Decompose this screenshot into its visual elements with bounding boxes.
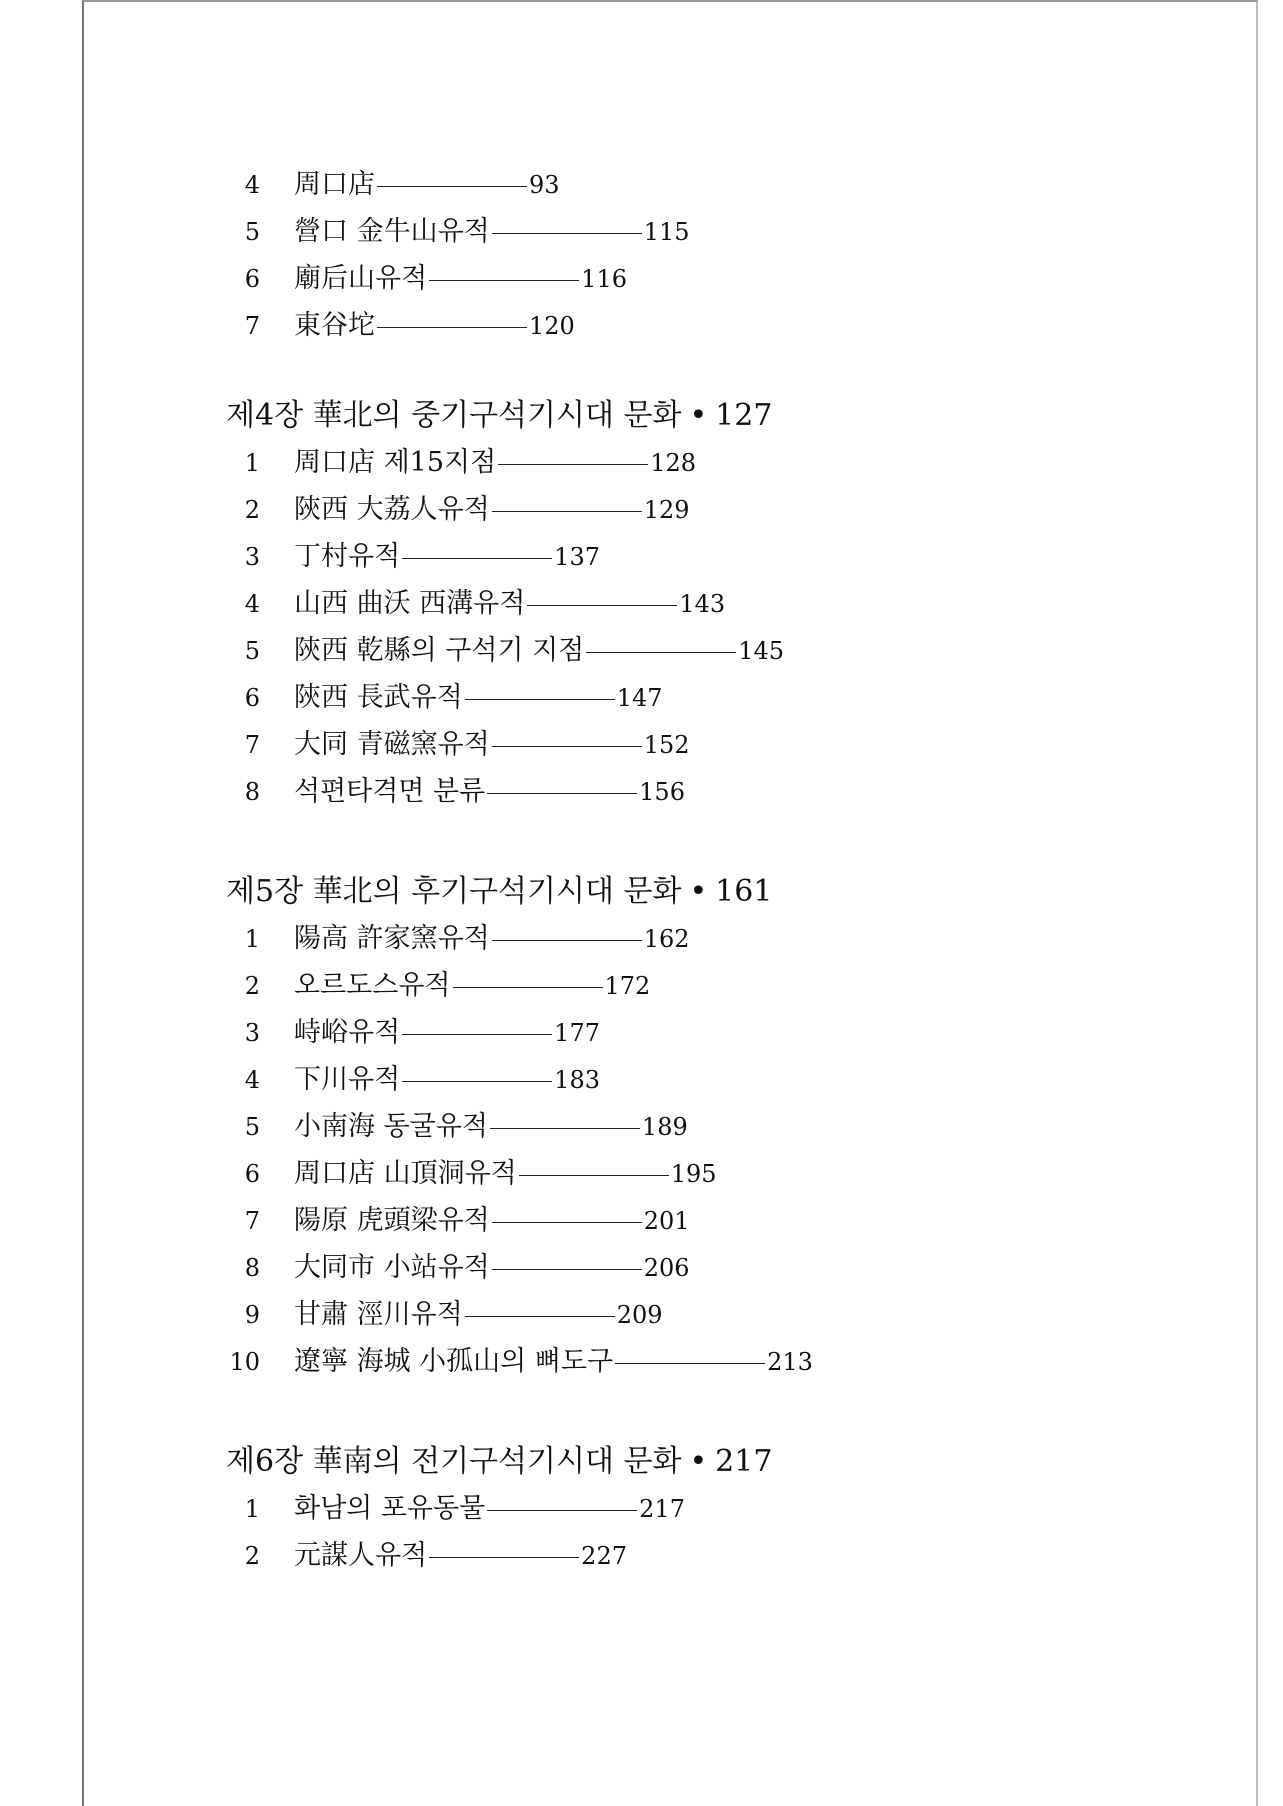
- entry-number: 9: [244, 1301, 260, 1329]
- toc-entry[interactable]: [226, 1486, 685, 1532]
- chapter-4: [226, 394, 785, 807]
- dot-leader: [492, 233, 642, 234]
- entry-title: 陝西 乾縣의 구석기 지점: [294, 635, 585, 666]
- chapter-heading[interactable]: [226, 870, 772, 914]
- dot-leader: [487, 793, 637, 794]
- chapter-title-text: 제4장 華北의 중기구석기시대 문화: [226, 398, 682, 433]
- chapter-page: 217: [715, 1444, 773, 1479]
- entry-title: 元謀人유적: [294, 1540, 428, 1571]
- toc-entry[interactable]: [226, 440, 696, 486]
- toc-entry[interactable]: [226, 1292, 663, 1338]
- entry-page: 93: [529, 171, 560, 199]
- entry-title: 陝西 大荔人유적: [294, 494, 490, 525]
- chapter-heading[interactable]: [226, 394, 772, 438]
- entry-page: 115: [643, 218, 690, 246]
- entry-number: 6: [244, 684, 260, 712]
- entry-page: 201: [643, 1207, 690, 1235]
- entry-title: 峙峪유적: [294, 1017, 401, 1048]
- entry-number: 5: [244, 1113, 260, 1141]
- entry-title: 陝西 長武유적: [294, 682, 463, 713]
- toc-entry[interactable]: [226, 628, 784, 674]
- entry-number: 5: [244, 218, 260, 246]
- toc-entry[interactable]: [226, 963, 650, 1009]
- entry-number: 3: [244, 543, 260, 571]
- entry-number: 2: [244, 1542, 260, 1570]
- entry-page: 177: [554, 1019, 600, 1047]
- dot-leader: [465, 699, 615, 700]
- toc-entry[interactable]: [226, 722, 690, 768]
- entry-number: 2: [244, 972, 260, 1000]
- entry-title: 석편타격면 분류: [294, 776, 486, 807]
- entry-number: 7: [244, 731, 260, 759]
- toc-entry[interactable]: [226, 1151, 717, 1197]
- entry-number: 1: [244, 925, 260, 953]
- entry-number: 1: [244, 449, 260, 477]
- entry-title: 下川유적: [294, 1064, 401, 1095]
- entry-page: 189: [641, 1113, 688, 1141]
- toc-entry[interactable]: [226, 256, 627, 302]
- dot-leader: [492, 511, 642, 512]
- entry-page: 162: [643, 925, 690, 953]
- toc-entry[interactable]: [226, 209, 690, 255]
- entry-page: 120: [529, 312, 575, 340]
- chapter-6: [226, 1440, 773, 1571]
- toc-entry[interactable]: [226, 1010, 600, 1056]
- entry-number: 3: [244, 1019, 260, 1047]
- entry-number: 7: [244, 312, 260, 340]
- entry-number: 10: [229, 1348, 260, 1376]
- dot-leader: [492, 940, 642, 941]
- entry-title: 營口 金牛山유적: [294, 216, 490, 247]
- dot-leader: [429, 280, 579, 281]
- toc-entry[interactable]: [226, 1104, 688, 1150]
- toc-entry[interactable]: [226, 1339, 813, 1385]
- chapter-title-text: 제5장 華北의 후기구석기시대 문화: [226, 874, 682, 909]
- dot-leader: [377, 186, 527, 187]
- entry-number: 8: [244, 1254, 260, 1282]
- entry-page: 156: [639, 778, 685, 806]
- entry-page: 217: [639, 1495, 685, 1523]
- dot-leader: [377, 327, 527, 328]
- entry-page: 129: [643, 496, 690, 524]
- dot-leader: [527, 605, 677, 606]
- entry-title: 大同市 小站유적: [294, 1252, 490, 1283]
- toc-entry[interactable]: [226, 1198, 690, 1244]
- dot-leader: [586, 652, 736, 653]
- entry-number: 8: [244, 778, 260, 806]
- bullet-separator: •: [689, 398, 708, 433]
- entry-page: 227: [581, 1542, 627, 1570]
- chapter-5: [226, 870, 813, 1377]
- entry-page: 152: [643, 731, 690, 759]
- dot-leader: [615, 1363, 765, 1364]
- dot-leader: [453, 987, 603, 988]
- bullet-separator: •: [689, 874, 708, 909]
- entry-number: 5: [244, 637, 260, 665]
- entry-page: 116: [581, 265, 627, 293]
- toc-entry[interactable]: [226, 162, 560, 208]
- entry-number: 6: [244, 265, 260, 293]
- entry-number: 7: [244, 1207, 260, 1235]
- chapter-page: 127: [715, 398, 773, 433]
- entry-title: 오르도스유적: [294, 970, 451, 1001]
- bullet-separator: •: [689, 1444, 708, 1479]
- entry-number: 1: [244, 1495, 260, 1523]
- chapter-page: 161: [715, 874, 773, 909]
- entry-page: 137: [554, 543, 600, 571]
- entry-page: 209: [616, 1301, 663, 1329]
- dot-leader: [402, 1034, 552, 1035]
- chapter-heading[interactable]: [226, 1440, 772, 1484]
- entry-title: 東谷坨: [294, 310, 375, 341]
- toc-entry[interactable]: [226, 1057, 600, 1103]
- toc-entry[interactable]: [226, 675, 663, 721]
- entry-page: 147: [616, 684, 663, 712]
- dot-leader: [402, 558, 552, 559]
- entry-page: 145: [738, 637, 785, 665]
- toc-entry[interactable]: [226, 487, 690, 533]
- entry-title: 丁村유적: [294, 541, 401, 572]
- dot-leader: [402, 1081, 552, 1082]
- toc-entry[interactable]: [226, 1245, 690, 1291]
- entry-page: 206: [643, 1254, 690, 1282]
- entry-title: 廟后山유적: [294, 263, 428, 294]
- entry-title: 甘肅 涇川유적: [294, 1299, 463, 1330]
- entry-page: 213: [767, 1348, 813, 1376]
- entry-title: 遼寧 海城 小孤山의 뼈도구: [294, 1346, 614, 1377]
- entry-page: 195: [670, 1160, 717, 1188]
- entry-page: 143: [679, 590, 726, 618]
- dot-leader: [498, 464, 648, 465]
- entry-number: 4: [244, 171, 260, 199]
- dot-leader: [492, 746, 642, 747]
- entry-title: 周口店 山頂洞유적: [294, 1158, 517, 1189]
- entry-number: 4: [244, 590, 260, 618]
- dot-leader: [519, 1175, 669, 1176]
- toc-entry[interactable]: [226, 303, 575, 349]
- chapter-title-text: 제6장 華南의 전기구석기시대 문화: [226, 1444, 682, 1479]
- entry-title: 山西 曲沃 西溝유적: [294, 588, 526, 619]
- entry-number: 6: [244, 1160, 260, 1188]
- dot-leader: [429, 1557, 579, 1558]
- entry-title: 화남의 포유동물: [294, 1493, 486, 1524]
- dot-leader: [465, 1316, 615, 1317]
- entry-page: 183: [554, 1066, 600, 1094]
- toc-entry[interactable]: [226, 534, 600, 580]
- entry-page: 172: [604, 972, 651, 1000]
- table-of-contents: [84, 2, 1256, 1806]
- book-page: [82, 0, 1258, 1806]
- dot-leader: [492, 1222, 642, 1223]
- entry-title: 陽原 虎頭梁유적: [294, 1205, 490, 1236]
- toc-entry[interactable]: [226, 581, 725, 627]
- entry-title: 陽高 許家窯유적: [294, 923, 490, 954]
- entry-number: 4: [244, 1066, 260, 1094]
- entry-title: 小南海 동굴유적: [294, 1111, 488, 1142]
- entry-page: 128: [650, 449, 696, 477]
- toc-entry[interactable]: [226, 769, 685, 815]
- dot-leader: [492, 1269, 642, 1270]
- dot-leader: [490, 1128, 640, 1129]
- toc-entry[interactable]: [226, 1533, 627, 1579]
- entry-title: 大同 青磁窯유적: [294, 729, 490, 760]
- entry-title: 周口店 제15지점: [294, 447, 497, 478]
- dot-leader: [487, 1510, 637, 1511]
- entry-title: 周口店: [294, 169, 375, 200]
- toc-entry[interactable]: [226, 916, 690, 962]
- entry-number: 2: [244, 496, 260, 524]
